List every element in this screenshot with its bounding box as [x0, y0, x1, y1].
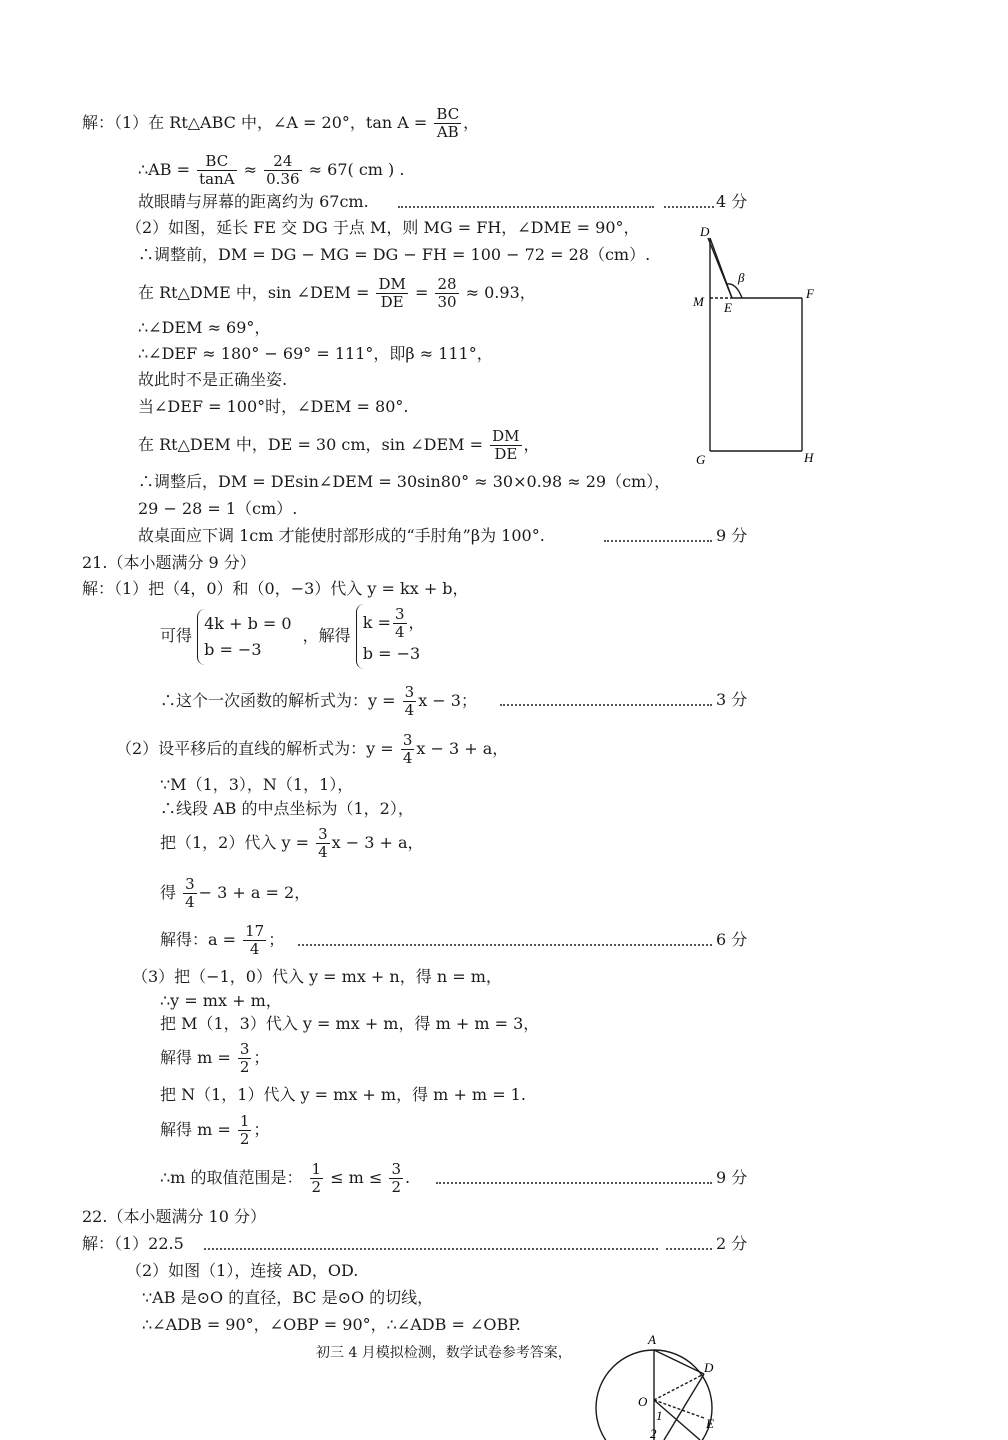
label-F: F: [806, 286, 814, 301]
p22-heading: 22.（本小题满分 10 分）: [82, 1207, 266, 1226]
line-AD: [654, 1350, 704, 1374]
angle-beta-arc: [726, 284, 742, 298]
p20-line-10: 当∠DEF = 100°时，∠DEM = 80°.: [138, 397, 409, 416]
desk-posture-figure: [690, 220, 830, 470]
p20-line-5: ∴调整前，DM = DG − MG = DG − FH = 100 − 72 = 28（cm）.: [138, 245, 651, 264]
p21-line-1: 解：（1）把（4，0）和（0，−3）代入 y = kx + b，: [82, 579, 469, 598]
score: 4 分: [716, 192, 748, 211]
angle-label-2: 2: [650, 1426, 657, 1440]
label-A: A: [648, 1332, 656, 1347]
label-D: D: [700, 224, 710, 239]
label-G: G: [696, 452, 706, 467]
p20-line-11: 在 Rt△DEM 中，DE = 30 cm，sin ∠DEM = $\frac{DM}{DE}$ ，: [138, 427, 540, 463]
label-E: E: [706, 1416, 714, 1431]
p21-line-11: ∴y = mx + m，: [160, 991, 282, 1010]
score: 9 分: [716, 1168, 748, 1187]
label-M: M: [693, 294, 704, 309]
score: 3 分: [716, 690, 748, 709]
p21-line-13: 解得 m = $\frac{3}{2}$ ；: [160, 1040, 270, 1076]
p21-line-6: ∴线段 AB 的中点坐标为（1，2），: [160, 799, 414, 818]
p21-line-12: 把 M（1，3）代入 y = mx + m，得 m + m = 3，: [160, 1014, 540, 1033]
equation-system-solution: k = $\frac{3}{4}$ ， b = −3: [356, 604, 431, 669]
score: 9 分: [716, 526, 748, 545]
score: 2 分: [716, 1234, 748, 1253]
p21-line-9: 解得：a = $\frac{17}{4}$ ；: [160, 922, 285, 958]
p21-line-3: ∴这个一次函数的解析式为：y = $\frac{3}{4}$ x − 3；: [160, 683, 477, 719]
leader-dots: [398, 206, 654, 208]
p22-line-2: （2）如图（1），连接 AD，OD.: [126, 1261, 359, 1280]
fraction: $\frac{BC}{AB}$: [436, 105, 460, 141]
p20-line-12: ∴调整后，DM = DEsin∠DEM = 30sin80° ≈ 30×0.98 ≈ 29（cm），: [138, 472, 671, 491]
angle-label-1: 1: [656, 1408, 663, 1423]
p21-line-15: 解得 m = $\frac{1}{2}$ ；: [160, 1112, 270, 1148]
label-E: E: [724, 300, 732, 315]
line-DB: [664, 1374, 704, 1440]
p20-line-2: ∴AB = $\frac{BC}{\tan A}$ ≈ $\frac{24}{0.36}$ ≈ 67( cm ) .: [138, 152, 405, 188]
label-H: H: [804, 450, 814, 465]
p20-line-9: 故此时不是正确坐姿.: [138, 370, 288, 389]
p21-line-8: 得 $\frac{3}{4}$ − 3 + a = 2，: [160, 875, 311, 911]
p20-line-14: 故桌面应下调 1cm 才能使肘部形成的“手肘角”β为 100°.: [138, 526, 545, 545]
circle-figure: [580, 1326, 740, 1440]
p21-heading: 21.（本小题满分 9 分）: [82, 553, 256, 572]
p20-line-1: 解：（1）在 Rt△ABC 中，∠A = 20°，tan A = $\frac{BC}{AB}$ ，: [82, 105, 480, 141]
score: 6 分: [716, 930, 748, 949]
p20-line-7: ∴∠DEM ≈ 69°，: [138, 318, 271, 337]
label-O: O: [638, 1394, 648, 1409]
p22-line-1: 解：（1）22.5: [82, 1234, 184, 1253]
p21-line-10: （3）把（−1，0）代入 y = mx + n，得 n = m，: [132, 967, 502, 986]
p20-line-3: 故眼睛与屏幕的距离约为 67cm.: [138, 192, 369, 211]
label-beta: β: [738, 270, 745, 285]
p21-line-14: 把 N（1，1）代入 y = mx + m，得 m + m = 1.: [160, 1085, 526, 1104]
line-DE-2: [710, 238, 732, 298]
leader-dots: [604, 540, 712, 542]
leader-dots: [204, 1248, 658, 1250]
leader-dots: [666, 1248, 712, 1250]
p22-line-4: ∴∠ADB = 90°，∠OBP = 90°，∴∠ADB = ∠OBP.: [142, 1315, 521, 1334]
equation-system: 4k + b = 0 b = −3: [197, 609, 297, 665]
p21-line-5: ∵M（1，3），N（1，1），: [160, 775, 354, 794]
p20-line-8: ∴∠DEF ≈ 180° − 69° = 111°，即β ≈ 111°，: [138, 344, 493, 363]
p21-line-7: 把（1，2）代入 y = $\frac{3}{4}$ x − 3 + a，: [160, 825, 424, 861]
page-footer: 初三 4 月模拟检测，数学试卷参考答案，: [316, 1345, 572, 1361]
p21-line-2: 可得 4k + b = 0 b = −3 ，解得 k = $\frac{3}{4}$ ， b = −3: [160, 604, 431, 669]
leader-dots: [500, 704, 712, 706]
p22-line-3: ∵AB 是⊙O 的直径，BC 是⊙O 的切线，: [142, 1288, 434, 1307]
leader-dots: [298, 944, 712, 946]
label-D: D: [704, 1360, 714, 1375]
p20-line-4: （2）如图，延长 FE 交 DG 于点 M，则 MG = FH，∠DME = 90°，: [126, 218, 640, 237]
p21-line-16: ∴m 的取值范围是： $\frac{1}{2}$ ≤ m ≤ $\frac{3}{2}$ .: [160, 1160, 411, 1196]
p20-line-6: 在 Rt△DME 中，sin ∠DEM = $\frac{DM}{DE}$ = $\frac{28}{30}$ ≈ 0.93，: [138, 275, 536, 311]
leader-dots: [436, 1182, 712, 1184]
leader-dots: [664, 206, 714, 208]
p21-line-4: （2）设平移后的直线的解析式为：y = $\frac{3}{4}$ x − 3 + a，: [116, 731, 509, 767]
p20-line-13: 29 − 28 = 1（cm）.: [138, 499, 298, 518]
